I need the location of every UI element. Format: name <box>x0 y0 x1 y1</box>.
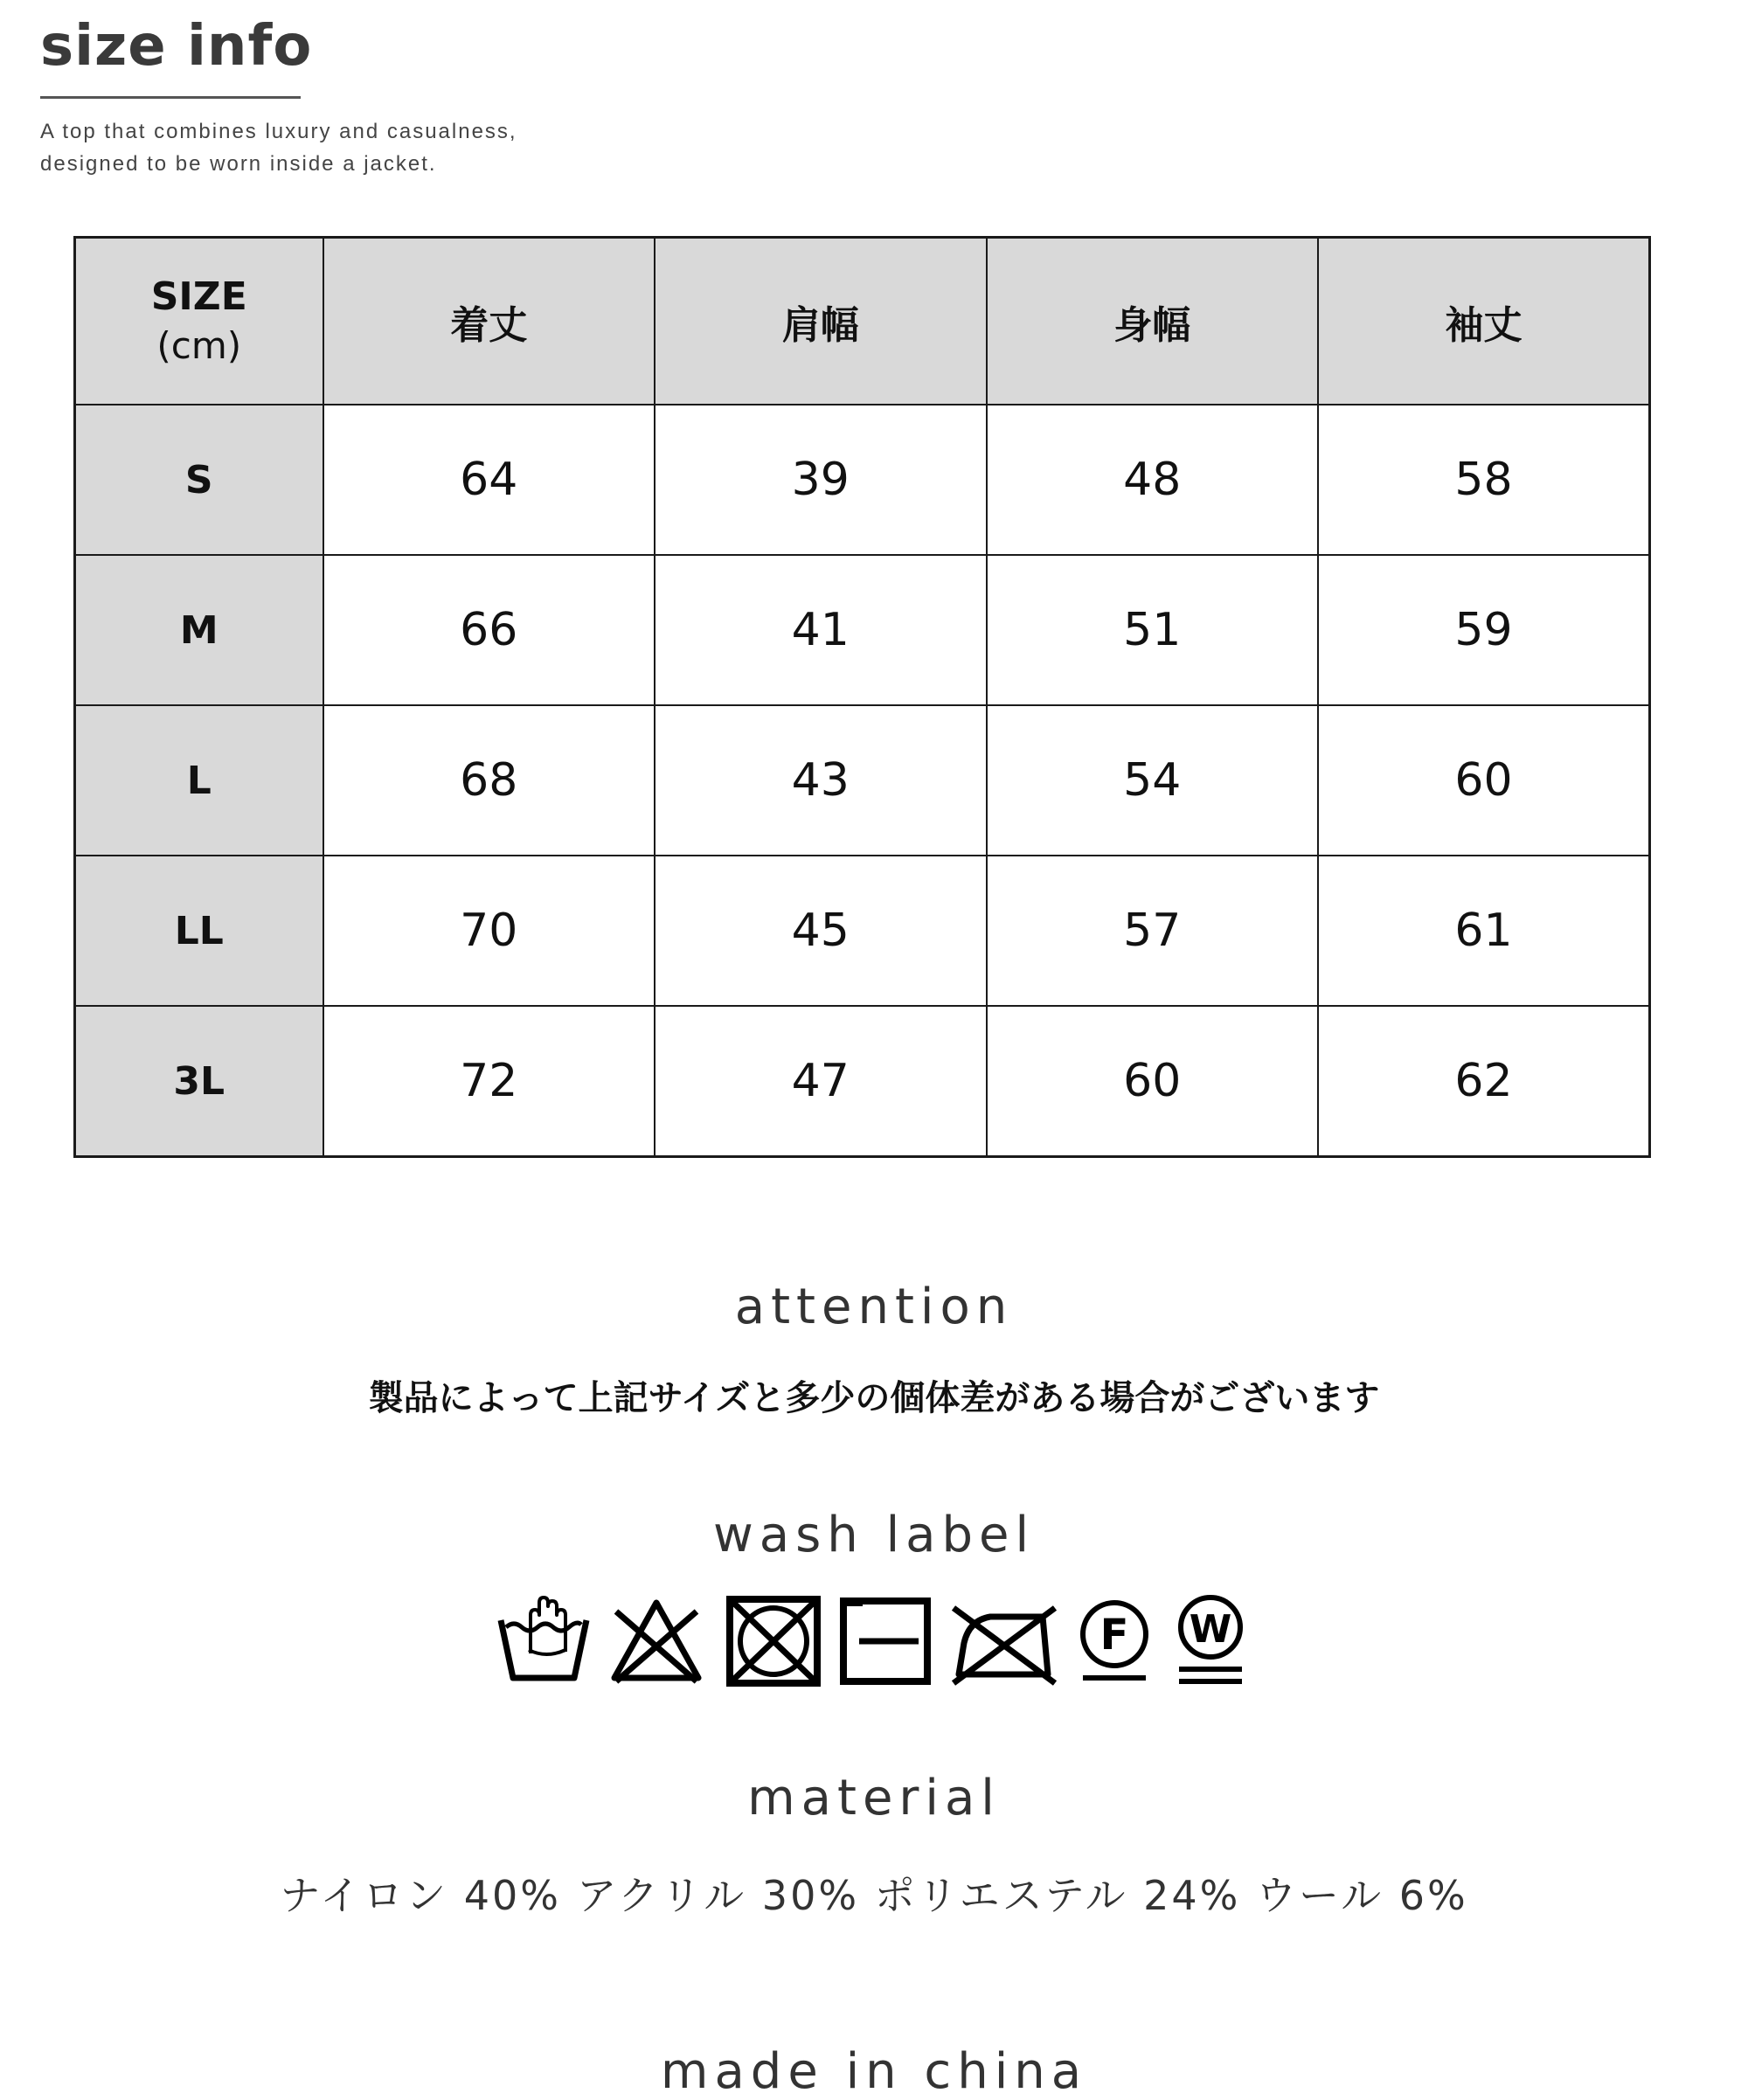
row-size-label: 3L <box>75 1006 323 1157</box>
table-cell: 43 <box>655 705 987 856</box>
material-heading: material <box>747 1770 1001 1826</box>
table-cell: 61 <box>1318 856 1650 1006</box>
table-cell: 54 <box>987 705 1319 856</box>
subtitle-line-2: designed to be worn inside a jacket. <box>40 152 437 176</box>
row-size-label: S <box>75 405 323 555</box>
table-cell: 47 <box>655 1006 987 1157</box>
no-bleach-icon <box>604 1596 709 1687</box>
attention-text: 製品によって上記サイズと多少の個体差がある場合がございます <box>368 1378 1380 1418</box>
page-title: size info <box>40 14 313 79</box>
table-cell: 64 <box>323 405 656 555</box>
table-cell: 60 <box>987 1006 1319 1157</box>
table-cell: 59 <box>1318 555 1650 705</box>
table-cell: 48 <box>987 405 1319 555</box>
table-cell: 60 <box>1318 705 1650 856</box>
dry-clean-f-icon <box>1072 1596 1156 1687</box>
table-row <box>75 555 1650 705</box>
size-table <box>73 236 1651 1158</box>
table-cell: 70 <box>323 856 656 1006</box>
table-row <box>75 405 1650 555</box>
table-cell: 58 <box>1318 405 1650 555</box>
table-cell: 62 <box>1318 1006 1650 1157</box>
attention-heading: attention <box>734 1279 1014 1335</box>
wash-label-icons <box>0 1592 1748 1690</box>
table-header-row <box>75 238 1650 405</box>
table-cell: 39 <box>655 405 987 555</box>
row-size-label: M <box>75 555 323 705</box>
table-cell: 66 <box>323 555 656 705</box>
material-text: ナイロン 40% アクリル 30% ポリエステル 24% ウール 6% <box>280 1872 1468 1919</box>
no-iron-icon <box>947 1596 1060 1687</box>
column-header-sleeve: 袖丈 <box>1318 238 1650 405</box>
subtitle-line-1: A top that combines luxury and casualness, <box>40 120 517 143</box>
hand-wash-icon <box>496 1596 592 1687</box>
wet-clean-letter: W <box>1189 1607 1232 1652</box>
row-size-label: L <box>75 705 323 856</box>
table-cell: 72 <box>323 1006 656 1157</box>
table-cell: 68 <box>323 705 656 856</box>
unit-label: (cm) <box>156 323 242 367</box>
table-cell: 51 <box>987 555 1319 705</box>
column-header-length: 着丈 <box>323 238 656 405</box>
table-row <box>75 1006 1650 1157</box>
origin-text: made in china <box>660 2043 1088 2100</box>
size-label: SIZE <box>150 274 247 319</box>
table-cell: 45 <box>655 856 987 1006</box>
subtitle <box>40 115 517 180</box>
wash-label-heading: wash label <box>712 1507 1036 1563</box>
dry-clean-letter: F <box>1099 1611 1129 1660</box>
column-header-shoulder: 肩幅 <box>655 238 987 405</box>
wet-clean-w-icon <box>1169 1592 1252 1690</box>
row-size-label: LL <box>75 856 323 1006</box>
table-cell: 57 <box>987 856 1319 1006</box>
title-underline <box>40 96 301 99</box>
table-cell: 41 <box>655 555 987 705</box>
table-row <box>75 856 1650 1006</box>
table-row <box>75 705 1650 856</box>
column-header-width: 身幅 <box>987 238 1319 405</box>
shade-dry-flat-icon <box>838 1596 934 1687</box>
size-corner-cell <box>75 238 323 405</box>
no-tumble-dry-icon <box>721 1596 826 1687</box>
